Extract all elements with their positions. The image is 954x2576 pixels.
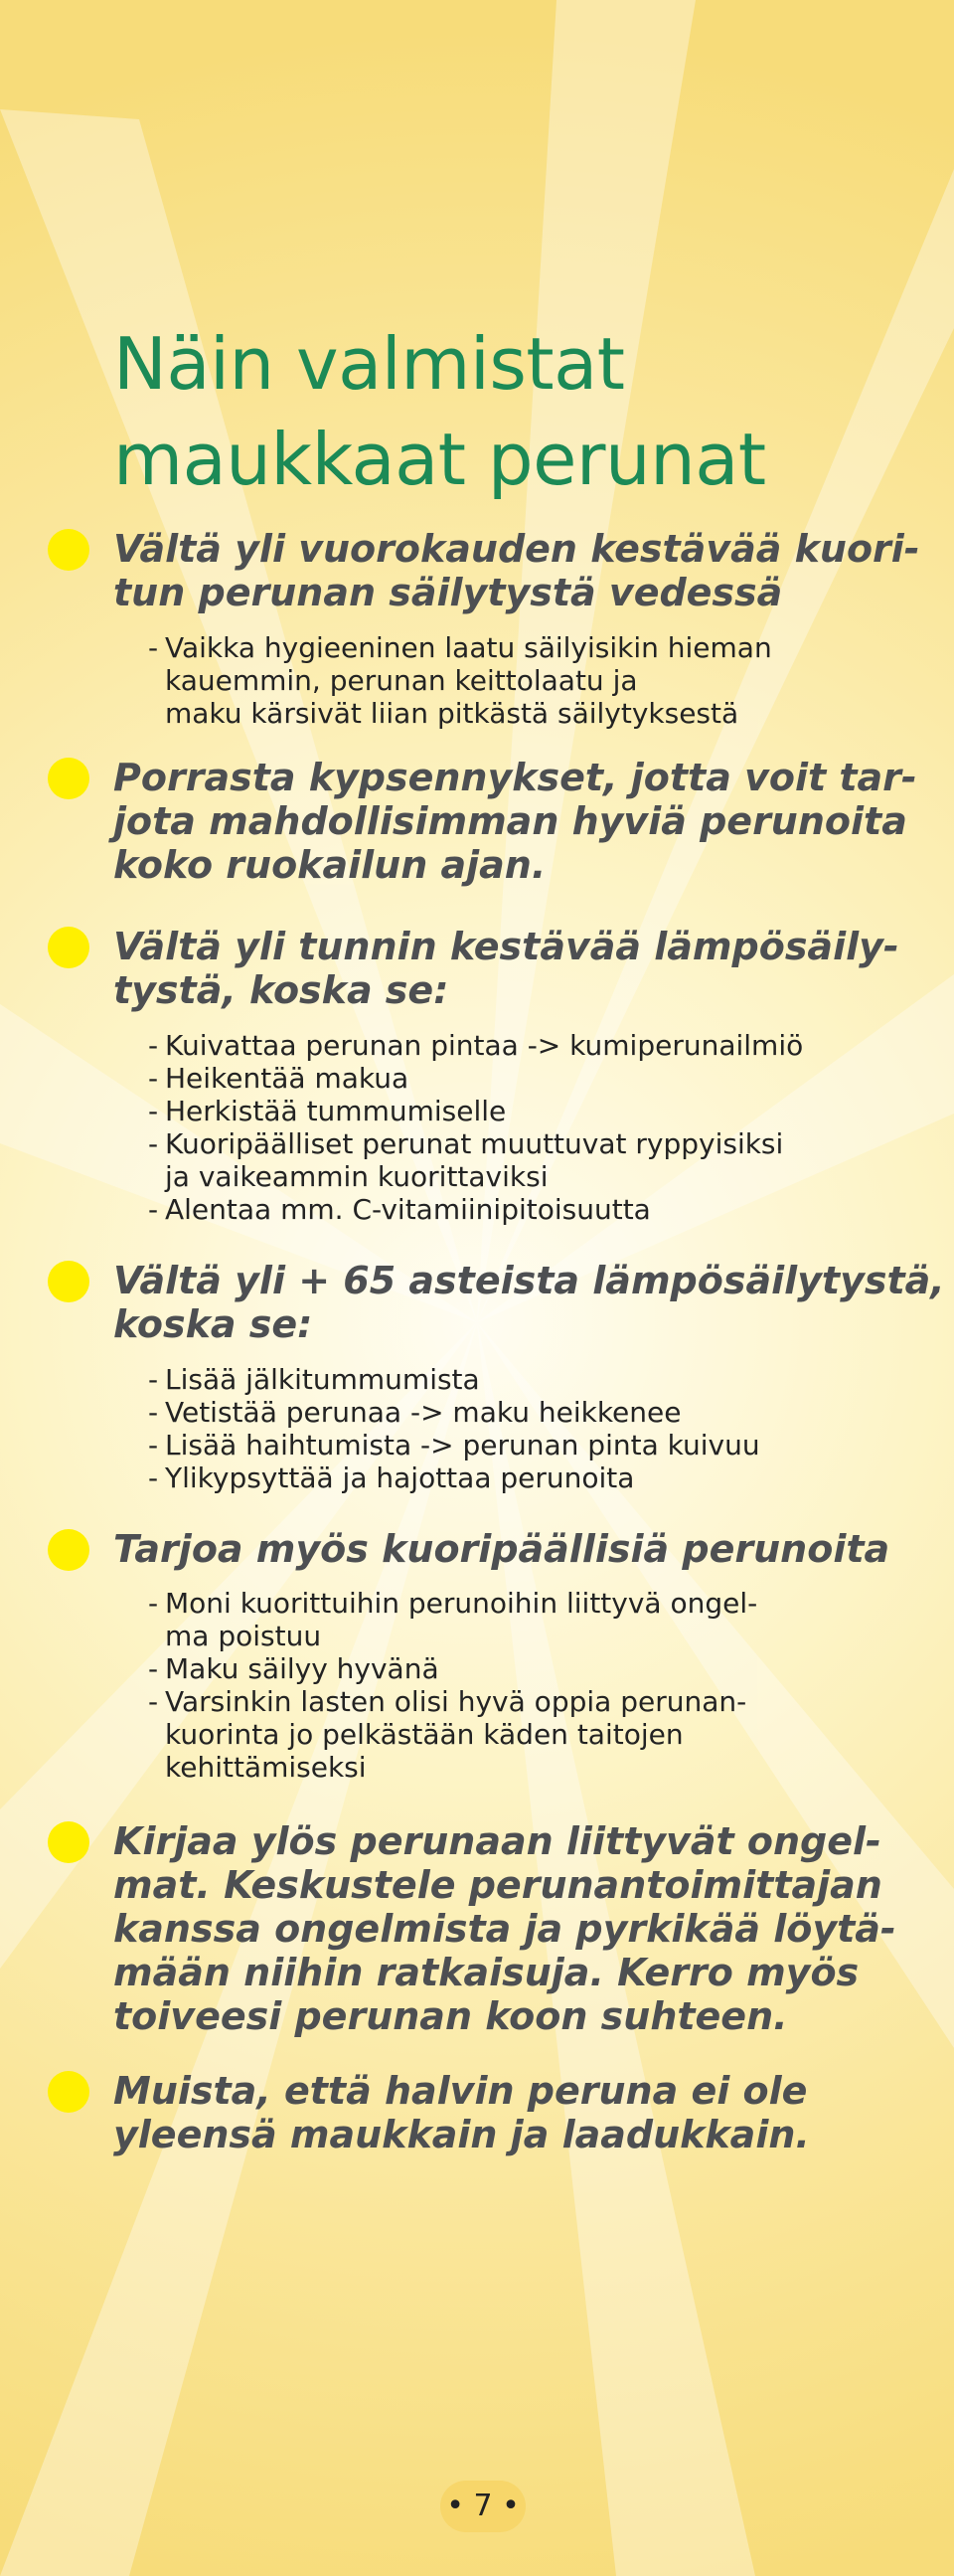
list-item-line: maku kärsivät liian pitkästä säilytyksestä xyxy=(165,697,739,730)
page-title-line: maukkaat perunat xyxy=(113,418,766,501)
list-item: - Vaikka hygieeninen laatu säilyisikin hieman kauemmin, perunan keittolaatu ja maku kärsivät liian pitkästä säilytyksestä xyxy=(148,631,772,730)
page-title xyxy=(113,316,766,507)
list-item-line: kauemmin, perunan keittolaatu ja xyxy=(165,664,638,697)
tip-detail-list xyxy=(148,1363,760,1494)
list-item-line: Kuoripäälliset perunat muuttuvat ryppyisiksi xyxy=(165,1127,784,1160)
tip-detail-list xyxy=(148,1587,758,1784)
tip-detail-list xyxy=(148,631,772,730)
tip-heading xyxy=(113,1527,889,1571)
bullet-dot-icon xyxy=(48,927,89,968)
list-item-line: ja vaikeammin kuorittaviksi xyxy=(165,1160,549,1193)
list-item: - Lisää jälkitummumista xyxy=(165,1363,760,1396)
tip-heading-line: yleensä maukkain ja laadukkain. xyxy=(113,2113,810,2156)
tip-heading xyxy=(113,527,920,614)
list-item-line: Kuivattaa perunan pintaa -> kumiperunailmiö xyxy=(165,1029,804,1062)
list-item: - Maku säilyy hyvänä xyxy=(165,1652,757,1685)
list-item: - Vetistää perunaa -> maku heikkenee xyxy=(165,1396,760,1429)
tip-heading-line: Muista, että halvin peruna ei ole xyxy=(113,2069,808,2113)
list-item-line: Moni kuorittuihin perunoihin liittyvä ongel- xyxy=(165,1587,758,1620)
tip-heading xyxy=(113,925,899,1012)
list-item: - Kuoripäälliset perunat muuttuvat ryppyisiksi ja vaikeammin kuorittaviksi xyxy=(165,1127,803,1193)
page-title-line: Näin valmistat xyxy=(113,322,625,406)
tip-heading-line: toiveesi perunan koon suhteen. xyxy=(113,1994,788,2038)
tip-heading-line: jota mahdollisimman hyviä perunoita xyxy=(113,799,907,843)
tip-heading-line: tun perunan säilytystä vedessä xyxy=(113,571,783,614)
list-item-line: Lisää haihtumista -> perunan pinta kuivuu xyxy=(165,1429,760,1461)
list-item: - Heikentää makua xyxy=(165,1062,803,1095)
list-item-line: Herkistää tummumiselle xyxy=(165,1095,507,1127)
list-item-line: ma poistuu xyxy=(165,1620,322,1652)
bullet-dot-icon xyxy=(48,2071,89,2113)
bullet-dot-icon xyxy=(48,1821,89,1863)
list-item: - Varsinkin lasten olisi hyvä oppia perunan- kuorinta jo pelkästään käden taitojen kehittämiseksi xyxy=(165,1685,757,1784)
tip-heading-line: Kirjaa ylös perunaan liittyvät ongel- xyxy=(113,1819,881,1863)
bullet-dot-icon xyxy=(48,758,89,799)
tip-heading-line: koko ruokailun ajan. xyxy=(113,843,547,887)
list-item-line: kuorinta jo pelkästään käden taitojen xyxy=(165,1718,684,1751)
list-item: - Moni kuorittuihin perunoihin liittyvä ongel- ma poistuu xyxy=(148,1587,758,1652)
tip-heading-line: Vältä yli vuorokauden kestävää kuori- xyxy=(113,527,920,571)
tip-heading-line: mään niihin ratkaisuja. Kerro myös xyxy=(113,1951,860,1994)
list-item-line: Maku säilyy hyvänä xyxy=(165,1652,439,1685)
tip-heading-line: Porrasta kypsennykset, jotta voit tar- xyxy=(113,756,917,799)
list-item: - Herkistää tummumiselle xyxy=(165,1095,803,1127)
list-item-line: Varsinkin lasten olisi hyvä oppia perunan- xyxy=(165,1685,747,1718)
tip-heading-line: Vältä yli tunnin kestävää lämpösäily- xyxy=(113,925,899,968)
list-item: - Alentaa mm. C-vitamiinipitoisuutta xyxy=(165,1193,803,1226)
tip-heading-line: kanssa ongelmista ja pyrkikää löytä- xyxy=(113,1907,896,1951)
list-item-line: kehittämiseksi xyxy=(165,1751,367,1784)
tip-heading xyxy=(113,2069,810,2156)
list-item: - Kuivattaa perunan pintaa -> kumiperunailmiö xyxy=(148,1029,804,1062)
tip-detail-list xyxy=(148,1029,804,1226)
list-item: - Ylikypsyttää ja hajottaa perunoita xyxy=(165,1461,760,1494)
tip-heading-line: Vältä yli + 65 asteista lämpösäilytystä, xyxy=(113,1259,945,1302)
list-item: - Lisää haihtumista -> perunan pinta kuivuu xyxy=(148,1429,760,1461)
tip-heading xyxy=(113,1259,945,1346)
tip-heading-line: mat. Keskustele perunantoimittajan xyxy=(113,1863,882,1907)
bullet-dot-icon xyxy=(48,529,89,571)
tip-heading-line: Tarjoa myös kuoripäällisiä perunoita xyxy=(113,1527,890,1571)
page-number: • 7 • xyxy=(440,2481,526,2532)
bullet-dot-icon xyxy=(48,1529,89,1571)
tip-heading-line: tystä, koska se: xyxy=(113,968,449,1012)
list-item-line: Vetistää perunaa -> maku heikkenee xyxy=(165,1396,682,1429)
tip-heading xyxy=(113,1819,896,2038)
bullet-dot-icon xyxy=(48,1261,89,1302)
list-item-line: Alentaa mm. C-vitamiinipitoisuutta xyxy=(165,1193,651,1226)
tip-heading xyxy=(113,756,917,887)
list-item-line: Lisää jälkitummumista xyxy=(165,1363,480,1396)
list-item-line: Ylikypsyttää ja hajottaa perunoita xyxy=(165,1461,635,1494)
list-item-line: Vaikka hygieeninen laatu säilyisikin hieman xyxy=(165,631,772,664)
tip-heading-line: koska se: xyxy=(113,1302,313,1346)
list-item-line: Heikentää makua xyxy=(165,1062,409,1095)
